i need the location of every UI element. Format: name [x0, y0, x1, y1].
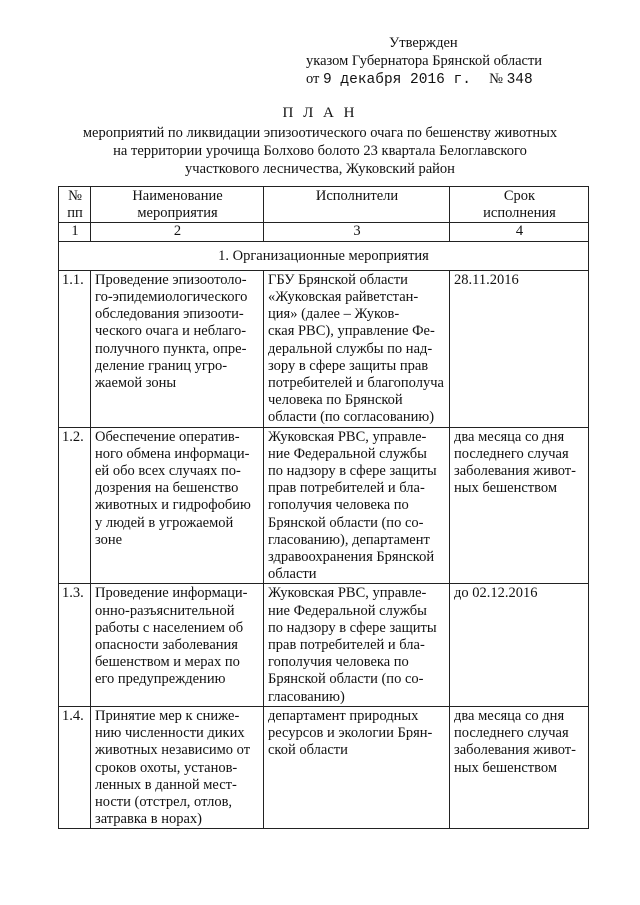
row-deadline: два месяца со дня последнего случая заболевания живот- ных бешенством	[450, 706, 589, 828]
row-executors: Жуковская РВС, управле- ние Федеральной службы по надзору в сфере защиты прав потребителей и бла- гополучия человека по Брянской области (по со- гласованию)	[264, 584, 450, 706]
row-name: Принятие мер к сниже- нию численности диких животных независимо от сроков охоты, установ- ленных в данной мест- ности (отстрел, отлов, затравка в норах)	[91, 706, 264, 828]
approval-block	[306, 34, 542, 89]
number-prefix: №	[489, 71, 503, 87]
column-number-1: 1	[59, 223, 91, 241]
approval-date-line	[306, 70, 542, 89]
approval-title: Утвержден	[389, 35, 458, 51]
title-line-3: участкового лесничества, Жуковский район	[185, 161, 455, 177]
row-executors: ГБУ Брянской области «Жуковская райветстан- ция» (далее – Жуков- ская РВС), управление Фе- деральной службы по над- зору в сфере защиты прав потребителей и благополуча человека по Брянской области (по согласованию)	[264, 270, 450, 427]
row-name: Проведение эпизоотоло- го-эпидемиологического обследования эпизооти- ческого очага и неблаго- получного пункта, опре- деление границ угро- жаемой зоны	[91, 270, 264, 427]
row-name: Проведение информаци- онно-разъяснительной работы с населением об опасности заболевания бешенством и мерах по его предупреждению	[91, 584, 264, 706]
table-row	[59, 270, 589, 427]
title-line-1: мероприятий по ликвидации эпизоотического очага по бешенству животных	[82, 125, 558, 141]
header-name: Наименование мероприятия	[91, 187, 264, 223]
title-line-2: на территории урочища Болхово болото 23 квартала Белоглавского	[113, 143, 527, 159]
column-number-2: 2	[91, 223, 264, 241]
column-number-row	[59, 223, 589, 241]
plan-table	[58, 186, 589, 829]
header-executors: Исполнители	[264, 187, 450, 223]
column-number-3: 3	[264, 223, 450, 241]
plan-heading: П Л А Н	[282, 105, 358, 121]
row-number: 1.2.	[59, 427, 91, 584]
decree-number: 348	[506, 72, 533, 88]
row-number: 1.1.	[59, 270, 91, 427]
row-number: 1.4.	[59, 706, 91, 828]
header-number: № пп	[59, 187, 91, 223]
row-deadline: 28.11.2016	[450, 270, 589, 427]
table-row	[59, 584, 589, 706]
section-row	[59, 241, 589, 270]
row-executors: департамент природных ресурсов и экологии Брян- ской области	[264, 706, 450, 828]
row-number: 1.3.	[59, 584, 91, 706]
approval-decree: указом Губернатора Брянской области	[306, 53, 543, 69]
table-row	[59, 427, 589, 584]
row-name: Обеспечение оператив- ного обмена информаци- ей обо всех случаях по- дозрения на бешенство животных и гидрофобию у людей в угрожаемой зоне	[91, 427, 264, 584]
decree-date: 9 декабря 2016 г.	[323, 72, 471, 88]
date-prefix: от	[306, 71, 320, 87]
row-executors: Жуковская РВС, управле- ние Федеральной службы по надзору в сфере защиты прав потребителей и бла- гополучия человека по Брянской области (по со- гласованию), департамент здравоохранения Брянской области	[264, 427, 450, 584]
row-deadline: до 02.12.2016	[450, 584, 589, 706]
document-title	[0, 104, 640, 178]
section-title: 1. Организационные мероприятия	[59, 241, 589, 270]
header-deadline: Срок исполнения	[450, 187, 589, 223]
table-header-row	[59, 187, 589, 223]
column-number-4: 4	[450, 223, 589, 241]
row-deadline: два месяца со дня последнего случая заболевания живот- ных бешенством	[450, 427, 589, 584]
table-row	[59, 706, 589, 828]
